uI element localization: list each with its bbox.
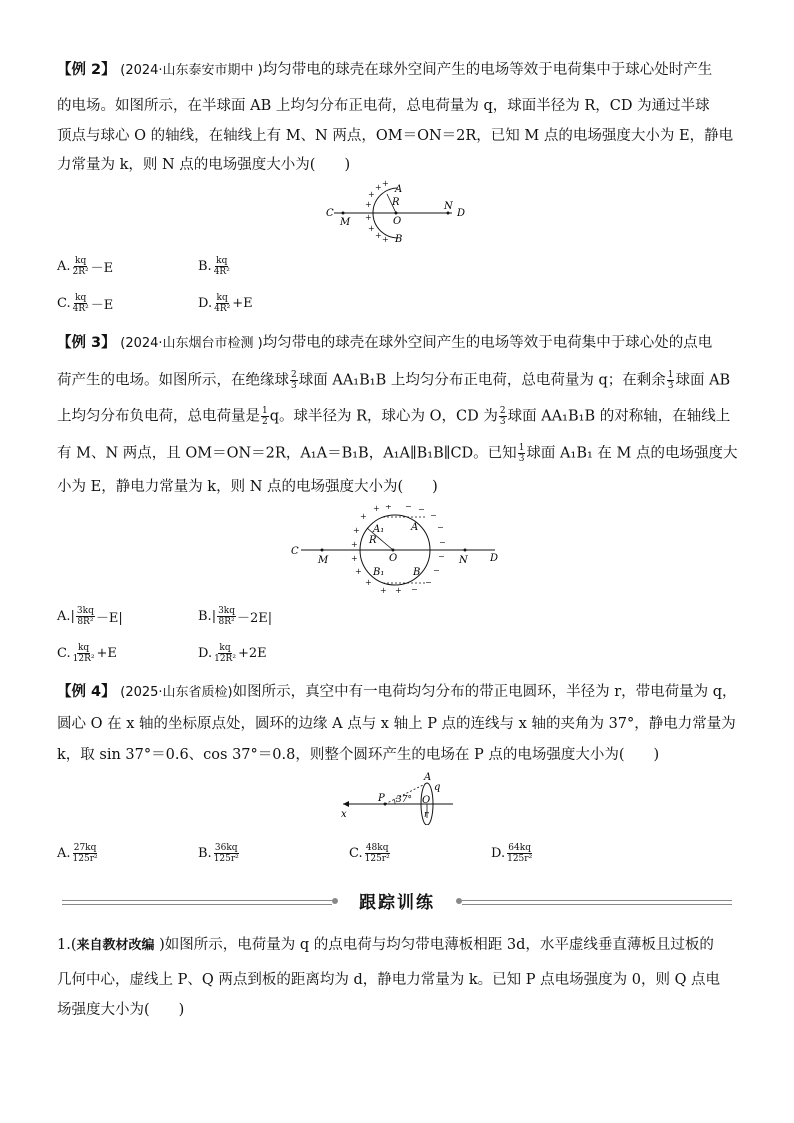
svg-text:−: − [439,538,446,547]
svg-text:+: + [360,512,367,521]
q1-line1: 1.(来自教材改编 )如图所示，电荷量为 q 的点电荷与均匀带电薄板相距 3d，水平虚线垂直薄板且过板的 [57,937,714,953]
svg-text:+: + [375,231,382,240]
ex2-line3: 顶点与球心 O 的轴线，在轴线上有 M、N 两点，OM＝ON＝2R，已知 M 点的电场强度大小为 E，静电 [57,128,734,144]
ex3-line2: 荷产生的电场。如图所示，在绝缘球 $\frac{2}{3}$ 球面 AA₁B₁B 上均匀分布正电荷，总电荷量为 q；在剩余 $\frac{1}{3}$ 球面 AB [57,370,731,391]
svg-text:+: + [353,526,360,535]
ex4-option-a[interactable]: A. $\frac{27kq}{\text{125r²}}$ [57,843,98,864]
svg-text:B: B [413,567,421,578]
ex4-line2: 圆心 O 在 x 轴的坐标原点处，圆环的边缘 A 点与 x 轴上 P 点的连线与 x 轴的夹角为 37°，静电力常量为 [57,716,736,732]
svg-text:R: R [369,535,377,546]
svg-text:O: O [393,216,402,227]
ex4-option-b[interactable]: B. $\frac{36kq}{\text{125r²}}$ [198,843,239,864]
svg-text:r: r [424,810,429,820]
ex3-line5: 小为 E，静电力常量为 k，则 N 点的电场强度大小为( ) [57,479,438,495]
svg-text:+: + [375,183,382,192]
q1-line2: 几何中心，虚线上 P、Q 两点到板的距离均为 d，静电力常量为 k。已知 P 点电场强度为 0，则 Q 点电 [57,972,721,988]
svg-text:A: A [411,522,419,533]
svg-text:+: + [382,235,389,244]
q1-line3: 场强度大小为( ) [57,1002,185,1018]
ex2-source: (2024·山东泰安市期中 ) [120,63,263,78]
ex3-line4: 有 M、N 两点，且 OM＝ON＝2R，A₁A＝B₁B，A₁A∥B₁B∥CD。已知 $\frac{1}{3}$ 球面 A₁B₁ 在 M 点的电场强度大 [57,443,738,464]
svg-text:C: C [326,208,334,219]
svg-text:+: + [365,578,372,587]
svg-text:−: − [430,511,437,520]
svg-text:+: + [373,505,380,513]
svg-text:−: − [425,578,432,587]
section-rule-right [462,900,732,905]
ex3-option-a[interactable]: A. | $\frac{3kq}{\text{8R²}}$ －E| [57,606,123,627]
svg-text:−: − [411,585,418,594]
svg-text:P: P [378,793,385,804]
ex2-option-b[interactable]: B. $\frac{kq}{\text{4R²}}$ [198,256,230,277]
svg-text:+: + [355,567,362,576]
ex4-line3: k，取 sin 37°＝0.6、cos 37°＝0.8，则整个圆环产生的电场在 P 点的电场强度大小为( ) [57,747,660,763]
ex4-line1: 【例 4】 (2025·山东省质检)如图所示，真空中有一电荷均匀分布的带正电圆环，半径为 r，带电荷量为 q， [57,684,737,700]
ex2-line1: 【例 2】 (2024·山东泰安市期中 )均匀带电的球壳在球外空间产生的电场等效于电荷集中于球心处时产生 [57,62,713,78]
ex2-option-d[interactable]: D. $\frac{kq}{\text{4R²}}$ +E [198,293,253,314]
svg-text:A: A [395,184,403,195]
ex2-tag: 【例 2】 [57,62,116,78]
svg-text:N: N [459,555,468,566]
svg-text:−: − [405,505,412,511]
svg-text:O: O [389,553,398,564]
ex2-line2: 的电场。如图所示，在半球面 AB 上均匀分布正电荷，总电荷量为 q，球面半径为 R，CD 为通过半球 [57,98,710,114]
svg-text:−: − [437,523,444,532]
ex2-option-a[interactable]: A. $\frac{kq}{\text{2R²}}$ －E [57,256,114,277]
svg-text:R: R [392,197,400,208]
section-title: 跟踪训练 [359,893,435,913]
svg-text:D: D [490,553,499,564]
ex3-option-b[interactable]: B. | $\frac{3kq}{\text{8R²}}$ －2E| [198,606,273,627]
ex4-option-d[interactable]: D. $\frac{64kq}{\text{125r²}}$ [491,843,533,864]
ex4-option-c[interactable]: C. $\frac{48kq}{\text{125r²}}$ [349,843,390,864]
ex3-figure [285,505,510,599]
svg-text:−: − [418,505,425,514]
svg-text:+: + [365,213,372,222]
svg-text:37°: 37° [396,795,412,805]
svg-text:q: q [434,782,441,793]
ex2-option-c[interactable]: C. $\frac{kq}{\text{4R²}}$ －E [57,293,114,314]
svg-text:+: + [365,200,372,209]
svg-text:O: O [422,795,431,806]
section-header [62,888,732,914]
ex3-option-d[interactable]: D. $\frac{kq}{\text{12R²}}$ +2E [198,643,267,664]
svg-text:A₁: A₁ [373,524,385,535]
svg-text:B: B [395,234,403,245]
ex4-figure [335,770,460,829]
svg-text:+: + [395,586,402,595]
ex2-line4: 力常量为 k，则 N 点的电场强度大小为( ) [57,157,351,173]
ex3-line3: 上均匀分布负电荷，总电荷量是 $\frac{1}{2}$ q。球半径为 R，球心为 O，CD 为 $\frac{2}{3}$ 球面 AA₁B₁B 的对称轴，在轴线上 [57,406,731,427]
svg-text:+: + [382,180,389,188]
svg-text:−: − [433,566,440,575]
svg-text:+: + [368,190,375,199]
svg-text:x: x [341,809,347,820]
ex2-figure [320,180,480,254]
svg-text:−: − [438,552,445,561]
svg-text:A: A [424,772,432,783]
ex3-option-c[interactable]: C. $\frac{kq}{\text{12R²}}$ +E [57,643,117,664]
svg-text:B₁: B₁ [373,567,385,578]
svg-text:D: D [457,208,466,219]
svg-text:M: M [318,555,329,566]
svg-text:M: M [340,217,351,228]
svg-text:+: + [380,586,387,595]
ex3-line1: 【例 3】 (2024·山东烟台市检测 )均匀带电的球壳在球外空间产生的电场等效于电荷集中于球心处的点电 [57,335,713,351]
svg-text:+: + [385,505,392,511]
svg-text:+: + [351,554,358,563]
svg-text:+: + [368,224,375,233]
svg-text:+: + [351,540,358,549]
svg-text:C: C [291,546,299,557]
svg-text:N: N [444,201,453,212]
